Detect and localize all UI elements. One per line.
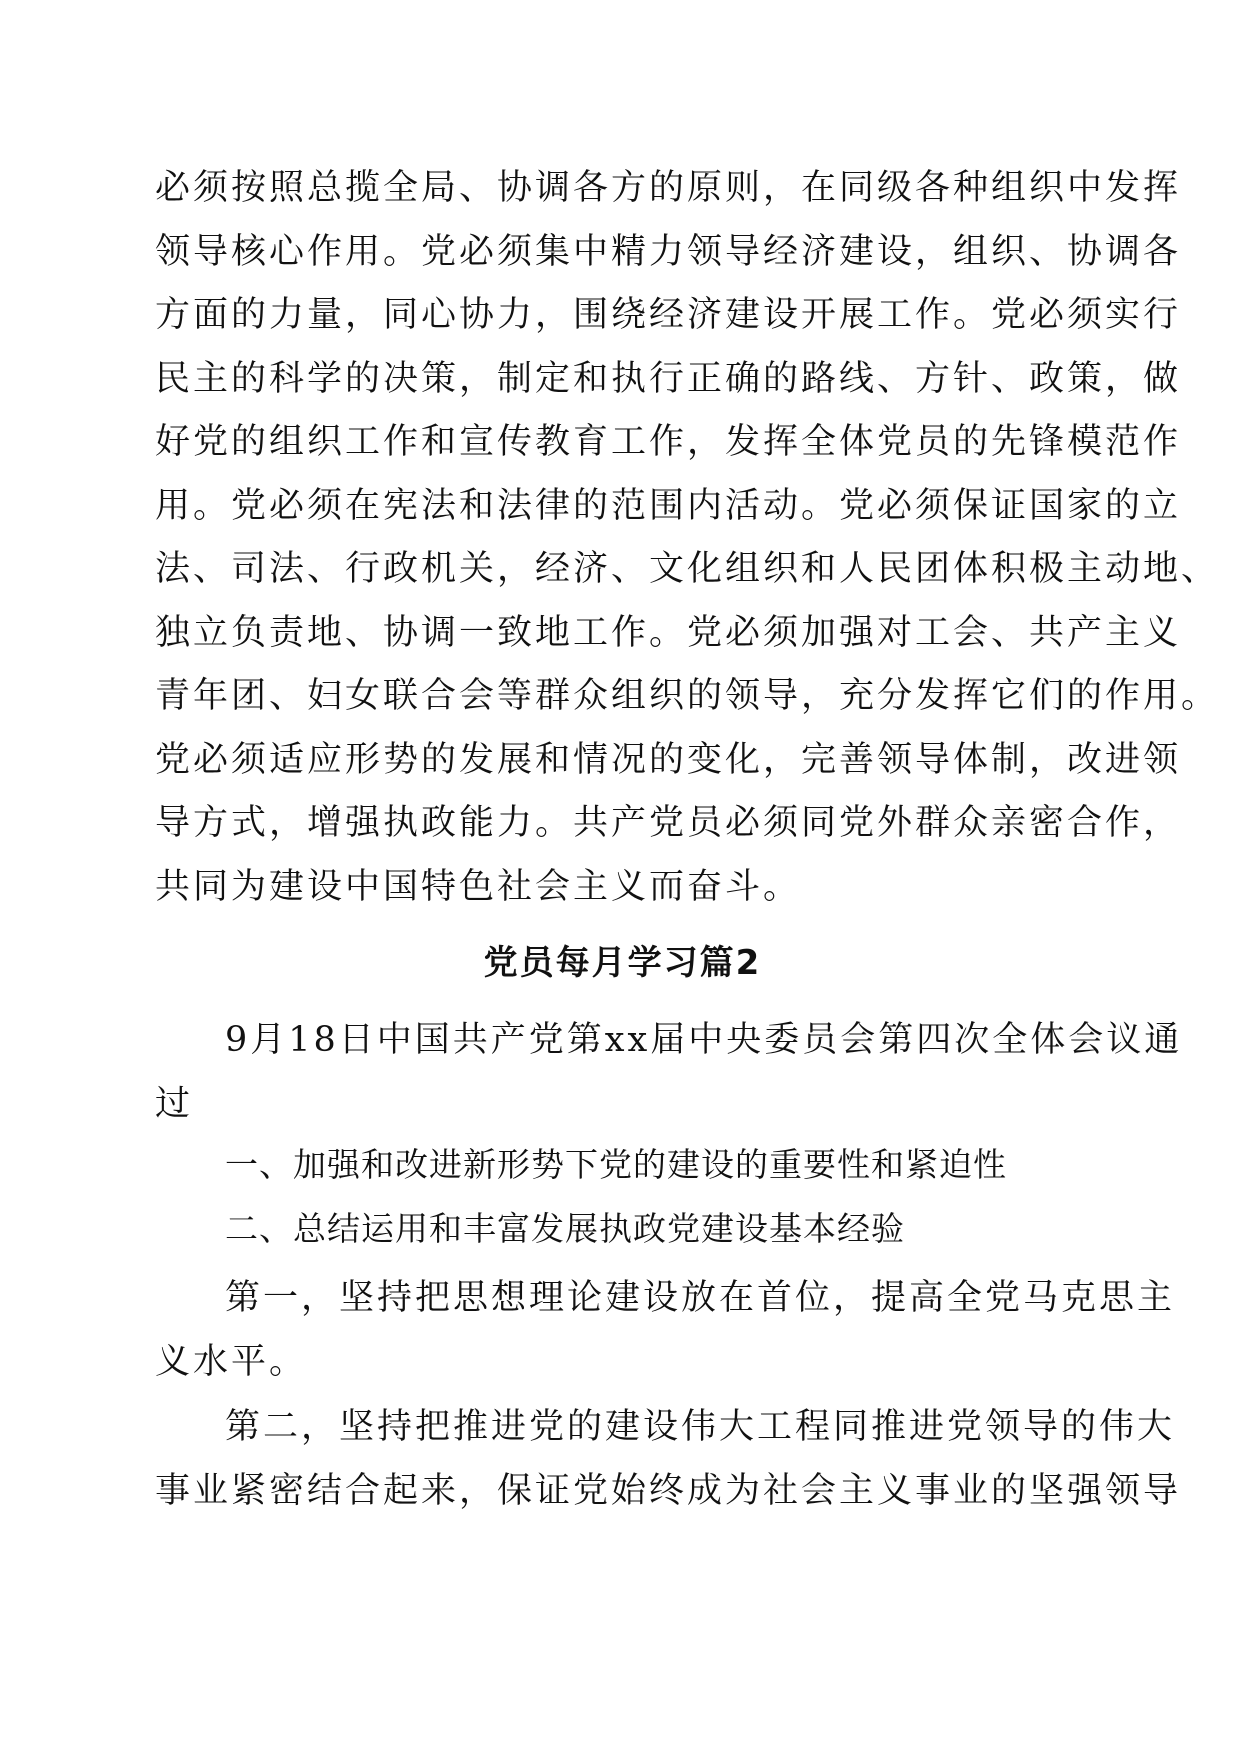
paragraph-line: 导方式，增强执政能力。共产党员必须同党外群众亲密合作， bbox=[155, 803, 1182, 843]
paragraph-line: 好党的组织工作和宣传教育工作，发挥全体党员的先锋模范作 bbox=[155, 422, 1182, 462]
paragraph-line: 义水平。 bbox=[155, 1341, 308, 1382]
point-two-paragraph bbox=[155, 1397, 1182, 1524]
paragraph-line: 独立负责地、协调一致地工作。党必须加强对工会、共产主义 bbox=[155, 612, 1182, 653]
paragraph-line: 民主的科学的决策，制定和执行正确的路线、方针、政策，做 bbox=[155, 358, 1182, 399]
subheading-two: 二、总结运用和丰富发展执政党建设基本经验 bbox=[225, 1209, 905, 1248]
intro-paragraph bbox=[155, 1010, 1183, 1137]
paragraph-line: 青年团、妇女联合会等群众组织的领导，充分发挥它们的作用。 bbox=[155, 676, 1220, 716]
subheading-one: 一、加强和改进新形势下党的建设的重要性和紧迫性 bbox=[225, 1145, 1007, 1184]
paragraph-line: 第一，坚持把思想理论建设放在首位，提高全党马克思主 bbox=[225, 1278, 1176, 1318]
paragraph-line: 事业紧密结合起来，保证党始终成为社会主义事业的坚强领导 bbox=[155, 1470, 1182, 1511]
point-one-paragraph bbox=[155, 1268, 1176, 1395]
paragraph-line: 用。党必须在宪法和法律的范围内活动。党必须保证国家的立 bbox=[155, 485, 1182, 526]
paragraph-line: 过 bbox=[155, 1083, 194, 1124]
paragraph-line: 方面的力量，同心协力，围绕经济建设开展工作。党必须实行 bbox=[155, 295, 1182, 335]
continued-paragraph bbox=[155, 158, 1220, 920]
paragraph-line: 法、司法、行政机关，经济、文化组织和人民团体积极主动地、 bbox=[155, 549, 1220, 589]
paragraph-line: 必须按照总揽全局、协调各方的原则，在同级各种组织中发挥 bbox=[155, 168, 1182, 208]
section-title: 党员每月学习篇2 bbox=[483, 943, 762, 983]
paragraph-line: 共同为建设中国特色社会主义而奋斗。 bbox=[155, 866, 802, 907]
paragraph-line: 第二，坚持把推进党的建设伟大工程同推进党领导的伟大 bbox=[225, 1407, 1176, 1447]
paragraph-line: 领导核心作用。党必须集中精力领导经济建设，组织、协调各 bbox=[155, 231, 1182, 272]
paragraph-line: 9月18日中国共产党第xx届中央委员会第四次全体会议通 bbox=[225, 1020, 1183, 1060]
paragraph-line: 党必须适应形势的发展和情况的变化，完善领导体制，改进领 bbox=[155, 739, 1182, 780]
